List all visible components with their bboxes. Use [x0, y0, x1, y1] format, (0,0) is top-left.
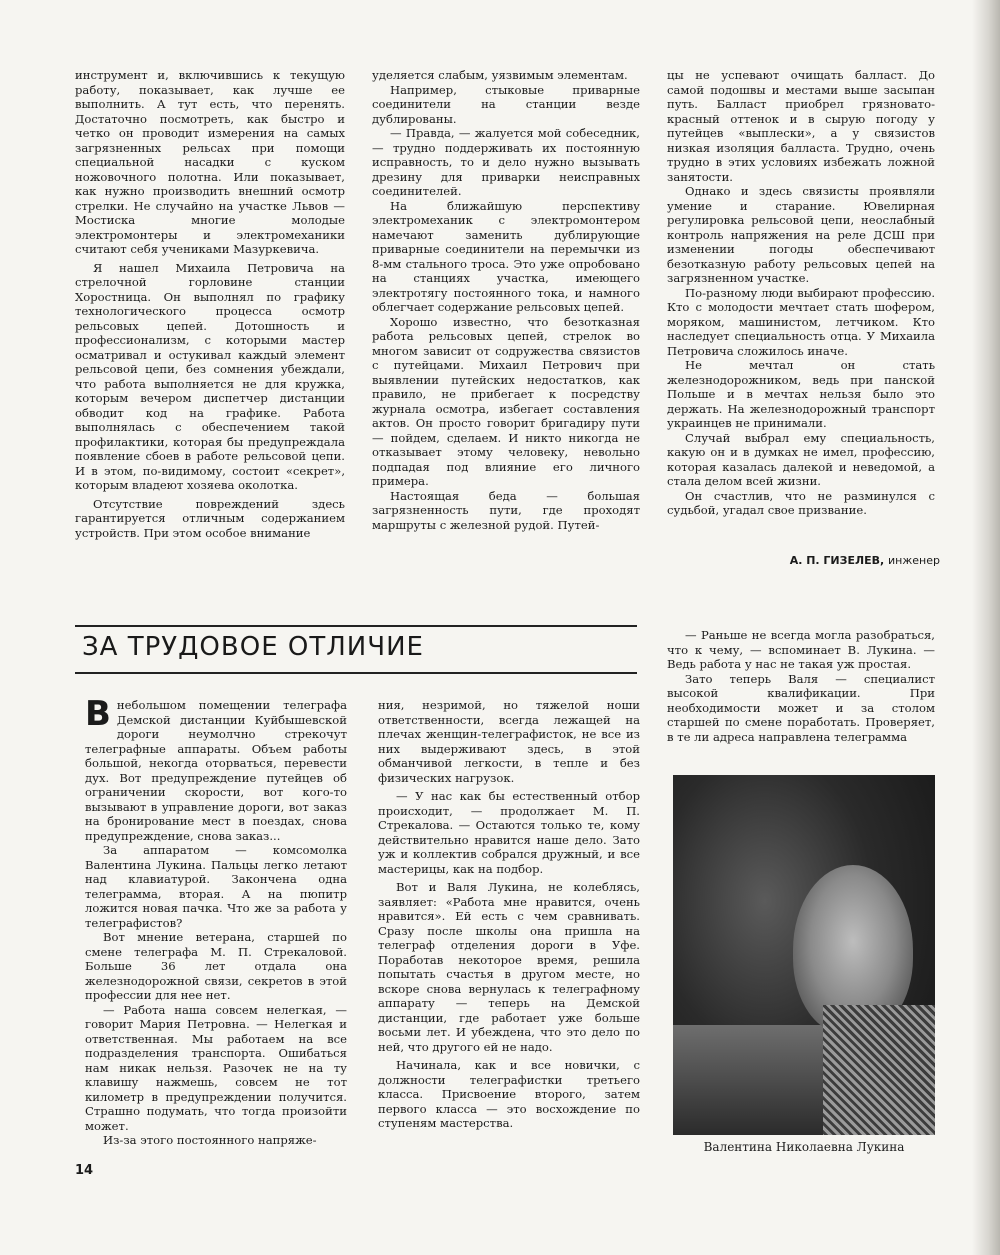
article1-col3-paragraph-1: цы не успевают очищать балласт. До самой подошвы и местами выше засыпан путь. Балласт приобрел грязновато-красный оттенок и в сырую погоду у путейцев «выплески», а у связистов низкая изоляция балласта. Трудно, очень трудно в этих условиях избежать ложной занятости.	[667, 68, 935, 184]
page-number: 14	[75, 1163, 94, 1178]
article1-col1-paragraph-1: инструмент и, включившись к текущую работу, показывает, как лучше ее выполнить. А тут есть, что перенять. Достаточно посмотреть, как быстро и четко он проводит измерения на самых загрязненных рельсах при помощи специальной насадки с куском ножовочного полотна. Или показывает, как нужно производить внешний осмотр стрелки. Не случайно на участке Львов — Мостиска многие молодые электромонтеры и электромеханики считают себя учениками Мазуркевича.	[75, 68, 345, 256]
article1-col2-paragraph-6: Настоящая беда — большая загрязненность пути, где проходят маршруты с железной рудой. Путей-	[372, 488, 640, 532]
article2-col2-paragraph-2: — У нас как бы естественный отбор происходит, — продолжает М. П. Стрекалова. — Остаются только те, кому действительно нравится наше дело. Зато уж и коллектив собрался дружный, и все мастерицы, как на подбор.	[378, 789, 640, 876]
article1-col2-paragraph-1: уделяется слабым, уязвимым элементам.	[372, 68, 628, 82]
article1-col1-paragraph-3: Отсутствие повреждений здесь гарантируется отличным содержанием устройств. При этом особое внимание	[75, 496, 345, 540]
article1-column-2	[372, 68, 640, 532]
article2-col2-paragraph-3: Вот и Валя Лукина, не колеблясь, заявляет: «Работа мне нравится, очень нравится». Ей есть с чем сравнивать. Сразу после школы она пришла на телеграф отделения дороги в Уфе. Поработав некоторое время, решила попытать счастья в другом месте, но вскоре снова вернулась к телеграфному аппарату — теперь на Демской дистанции, где работает уже больше восьми лет. И убеждена, что это дело по ней, что другого ей не надо.	[378, 880, 640, 1054]
article1-col3-paragraph-5: Случай выбрал ему специальность, какую он и в думках не имел, профессию, которая казалась далекой и неведомой, а стала делом всей жизни.	[667, 430, 935, 488]
headline-bottom-rule	[75, 672, 637, 674]
article2-col3-paragraph-2: Зато теперь Валя — специалист высокой квалификации. При необходимости может и за столом старшей по смене поработать. Проверяет, в те ли адреса направлена телеграмма	[667, 671, 935, 744]
article1-col3-paragraph-3: По-разному люди выбирают профессию. Кто с молодости мечтает стать шофером, моряком, машинистом, летчиком. Кто наследует специальность отца. У Михаила Петровича сложилось иначе.	[667, 285, 935, 358]
photo-desk-shape	[673, 1025, 843, 1135]
article2-col2-paragraph-4: Начинала, как и все новички, с должности телеграфистки третьего класса. Присвоение второго, затем первого класса — это восхождение по ступеням мастерства.	[378, 1058, 640, 1130]
photo-coat-shape	[823, 1005, 935, 1135]
article1-col3-paragraph-4: Не мечтал он стать железнодорожником, ведь при панской Польше и в мечтах нельзя было это держать. На железнодорожный транспорт украинцев не принимали.	[667, 358, 935, 430]
article1-column-3	[667, 68, 935, 518]
headline-top-rule	[75, 625, 637, 627]
article1-col2-paragraph-5: Хорошо известно, что безотказная работа рельсовых цепей, стрелок во многом зависит от содружества связистов с путейцами. Михаил Петрович при выявлении путейских недостатков, как правило, не прибегает к посредству журнала осмотра, избегает составления актов. Он просто говорит бригадиру пути — пойдем, сделаем. И никто никогда не отказывает этому человеку, невольно подпадая под влияние его личного примера.	[372, 314, 640, 488]
article2-column-2	[378, 698, 640, 1131]
article2-col1-paragraph-1	[85, 694, 347, 843]
article2-column-3	[667, 628, 935, 744]
drop-cap: В	[85, 694, 111, 734]
portrait-photo	[673, 775, 935, 1135]
article2-col3-paragraph-1: — Раньше не всегда могла разобраться, что к чему, — вспоминает В. Лукина. — Ведь работа у нас не такая уж простая.	[667, 628, 935, 671]
article2-col1-lead-text: небольшом помещении телеграфа Демской дистанции Куйбышевской дороги неумолчно стрекочут телеграфные аппараты. Объем работы большой, некогда оторваться, перевести дух. Вот предупреждение путейцев об ограничении скорости, вот кого-то вызывают в управление дороги, вот заказ на бронирование мест в поездах, снова предупреждение, снова заказ...	[85, 698, 347, 843]
article1-col2-paragraph-3: — Правда, — жалуется мой собеседник, — трудно поддерживать их постоянную исправность, то и дело нужно вызывать дрезину для приварки неисправных соединителей.	[372, 126, 640, 198]
article2-col1-paragraph-4: — Работа наша совсем нелегкая, — говорит Мария Петровна. — Нелегкая и ответственная. Мы работаем на все подразделения транспорта. Ошибаться нам никак нельзя. Разочек не на ту клавишу нажмешь, совсем не тот километр в предупреждении получится. Страшно подумать, что тогда произойти может.	[85, 1002, 347, 1133]
article1-author	[700, 554, 940, 567]
article1-col3-paragraph-6: Он счастлив, что не разминулся с судьбой, угадал свое призвание.	[667, 488, 935, 517]
article2-col1-paragraph-2: За аппаратом — комсомолка Валентина Лукина. Пальцы легко летают над клавиатурой. Закончена одна телеграмма, вторая. А на пюпитр ложится новая пачка. Что же за работа у телеграфистов?	[85, 843, 347, 930]
article2-col1-paragraph-3: Вот мнение ветерана, старшей по смене телеграфа М. П. Стрекаловой. Больше 36 лет отдала она железнодорожной связи, секретов в этой профессии для нее нет.	[85, 930, 347, 1002]
article1-column-1	[75, 68, 345, 540]
article2-column-1	[85, 694, 347, 1148]
article2-col2-paragraph-1: ния, незримой, но тяжелой ноши ответственности, всегда лежащей на плечах женщин-телеграфисток, не все из них выдерживают здесь, в этой обманчивой легкости, в тепле и без физических нагрузок.	[378, 698, 640, 785]
author-name: А. П. ГИЗЕЛЕВ,	[789, 554, 885, 567]
article1-col1-paragraph-2: Я нашел Михаила Петровича на стрелочной горловине станции Хоростница. Он выполнял по графику технологического процесса осмотр рельсовых цепей. Дотошность и профессионализм, с которыми мастер осматривал и остукивал каждый элемент рельсовой цепи, без сомнения убеждали, что работа выполняется не для кружка, которым вечером диспетчер дистанции обводит код на графике. Работа выполнялась с обеспечением такой профилактики, которая бы предупреждала появление сбоев в работе рельсовой цепи. И в этом, по-видимому, состоит «секрет», которым владеют хозяева околотка.	[75, 260, 345, 492]
author-role: инженер	[888, 554, 940, 567]
article1-col2-paragraph-2: Например, стыковые приварные соединители на станции везде дублированы.	[372, 82, 640, 126]
article2-col1-paragraph-5: Из-за этого постоянного напряже-	[103, 1133, 317, 1147]
article1-col2-paragraph-4: На ближайшую перспективу электромеханик с электромонтером намечают заменить дублирующие приварные соединители на перемычки из 8-мм стального троса. Это уже опробовано на станциях участка, имеющего электротягу постоянного тока, и намного облегчает содержание рельсовых цепей.	[372, 198, 640, 314]
article2-headline: ЗА ТРУДОВОЕ ОТЛИЧИЕ	[82, 632, 424, 662]
page-edge-shadow	[972, 0, 1000, 1255]
article1-col3-paragraph-2: Однако и здесь связисты проявляли умение и старание. Ювелирная регулировка рельсовой цепи, неослабный контроль напряжения на реле ДСШ при изменении погоды обеспечивают безотказную работу рельсовых цепей на загрязненном участке.	[667, 184, 935, 285]
photo-caption: Валентина Николаевна Лукина	[703, 1140, 905, 1154]
